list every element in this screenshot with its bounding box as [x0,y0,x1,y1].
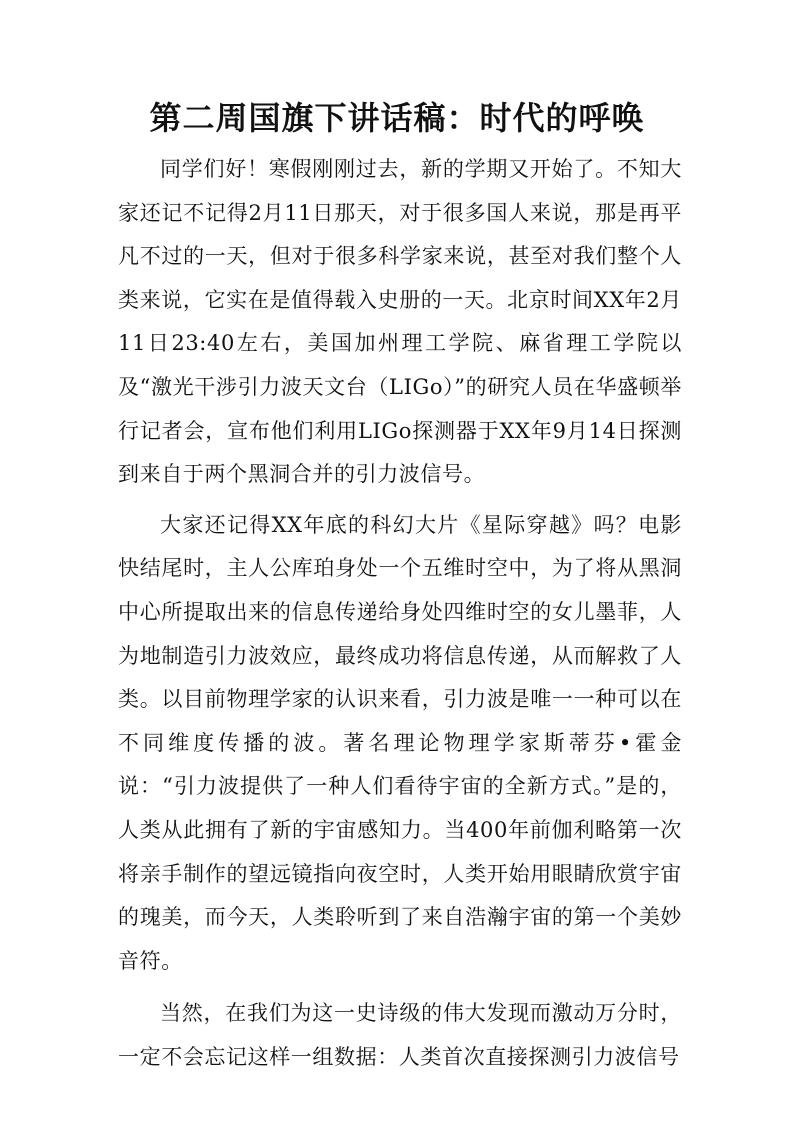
document-title: 第二周国旗下讲话稿：时代的呼唤 [149,99,645,137]
document-body [118,148,682,1079]
paragraph-1: 同学们好！寒假刚刚过去，新的学期又开始了。不知大家还记不记得2月11日那天，对于很多国人来说，那是再平凡不过的一天，但对于很多科学家来说，甚至对我们整个人类来说，它实在是值得载入史册的一天。北京时间XX年2月11日23:40左右，美国加州理工学院、麻省理工学院以及“激光干涉引力波天文台（LIGo）”的研究人员在华盛顿举行记者会，宣布他们利用LIGo探测器于XX年9月14日探测到来自于两个黑洞合并的引力波信号。 [118,157,682,487]
paragraph-2: 大家还记得XX年底的科幻大片《星际穿越》吗？电影快结尾时，主人公库珀身处一个五维时空中，为了将从黑洞中心所提取出来的信息传递给身处四维时空的女儿墨菲，人为地制造引力波效应，最终成功将信息传递，从而解救了人类。以目前物理学家的认识来看，引力波是唯一一种可以在不同维度传播的波。著名理论物理学家斯蒂芬•霍金说：“引力波提供了一种人们看待宇宙的全新方式。”是的，人类从此拥有了新的宇宙感知力。当400年前伽利略第一次将亲手制作的望远镜指向夜空时，人类开始用眼睛欣赏宇宙的瑰美，而今天，人类聆听到了来自浩瀚宇宙的第一个美妙音符。 [118,512,682,973]
paragraph-3: 当然，在我们为这一史诗级的伟大发现而激动万分时，一定不会忘记这样一组数据：人类首次直接探测引力波信号 [118,1001,682,1069]
